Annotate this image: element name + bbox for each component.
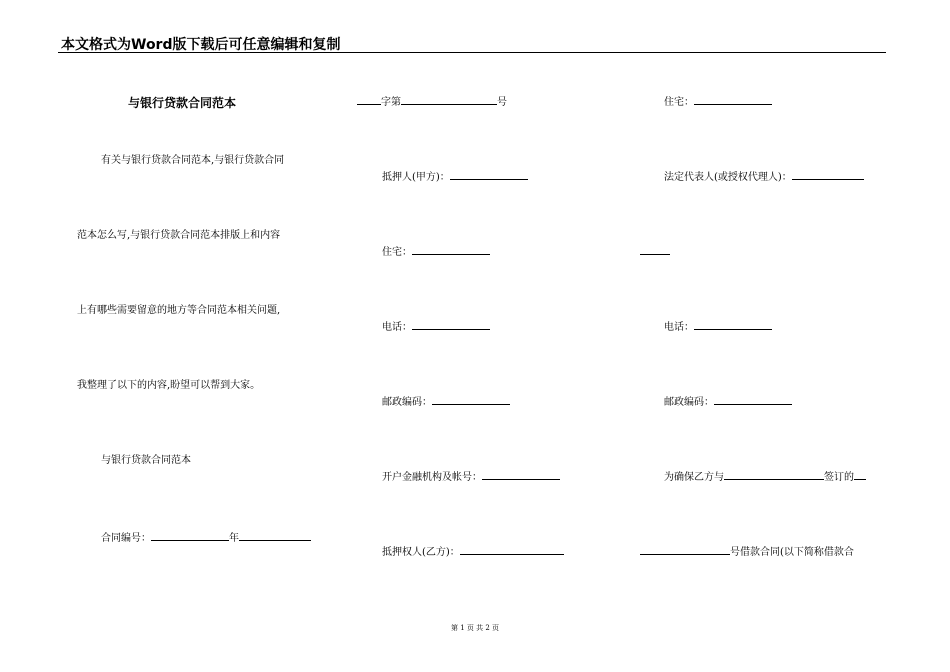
address-label: 住宅： [664,97,694,108]
document-title: 与银行贷款合同范本 [128,96,237,110]
blank-line [640,245,670,255]
contract-number-line [101,531,311,544]
pledgee-postcode-line [664,395,792,408]
blank-line [724,470,824,480]
continuation-line [640,245,670,258]
contract-number-label: 合同编号： [101,533,151,544]
pledgee-address-line [664,95,772,108]
postcode-label: 邮政编码： [382,397,432,408]
postcode-label: 邮政编码： [664,397,714,408]
blank-line [432,395,510,405]
blank-line [694,320,772,330]
guarantee-clause-line [664,470,866,483]
intro-line-2: 范本怎么写,与银行贷款合同范本排版上和内容 [77,230,281,241]
pledgor-line [382,170,528,183]
phone-label: 电话： [664,322,694,333]
loan-contract-text: 号借款合同(以下简称借款合 [730,547,854,558]
pledgee-label: 抵押权人(乙方)： [382,547,460,558]
pledgor-address-line [382,245,490,258]
hao-label: 号 [497,97,507,108]
blank-line [357,95,381,105]
blank-line [694,95,772,105]
blank-line [482,470,560,480]
legal-representative-line [664,170,864,183]
guarantee-clause-end: 签订的 [824,472,854,483]
header-rule [58,52,886,53]
blank-line [854,470,866,480]
blank-line [460,545,564,555]
section-subtitle: 与银行贷款合同范本 [101,455,191,466]
bank-account-line [382,470,560,483]
phone-label: 电话： [382,322,412,333]
address-label: 住宅： [382,247,412,258]
pledgor-postcode-line [382,395,510,408]
blank-line [239,531,311,541]
blank-line [412,245,490,255]
guarantee-clause-start: 为确保乙方与 [664,472,724,483]
legal-representative-label: 法定代表人(或授权代理人)： [664,172,792,183]
blank-line [792,170,864,180]
bank-account-label: 开户金融机构及帐号： [382,472,482,483]
blank-line [412,320,490,330]
loan-contract-line [640,545,854,558]
blank-line [714,395,792,405]
year-label: 年 [229,533,239,544]
reference-number-line [357,95,507,108]
pledgor-label: 抵押人(甲方)： [382,172,450,183]
pledgee-phone-line [664,320,772,333]
document-header: 本文格式为Word版下载后可任意编辑和复制 [61,37,341,53]
pledgor-phone-line [382,320,490,333]
page-footer: 第 1 页 共 2 页 [450,624,500,632]
blank-line [450,170,528,180]
blank-line [401,95,497,105]
blank-line [640,545,730,555]
intro-line-4: 我整理了以下的内容,盼望可以帮到大家。 [77,380,261,391]
intro-line-3: 上有哪些需要留意的地方等合同范本相关问题, [77,305,281,316]
intro-line-1: 有关与银行贷款合同范本,与银行贷款合同 [101,155,285,166]
zi-di-label: 字第 [381,97,401,108]
blank-line [151,531,229,541]
pledgee-line [382,545,564,558]
